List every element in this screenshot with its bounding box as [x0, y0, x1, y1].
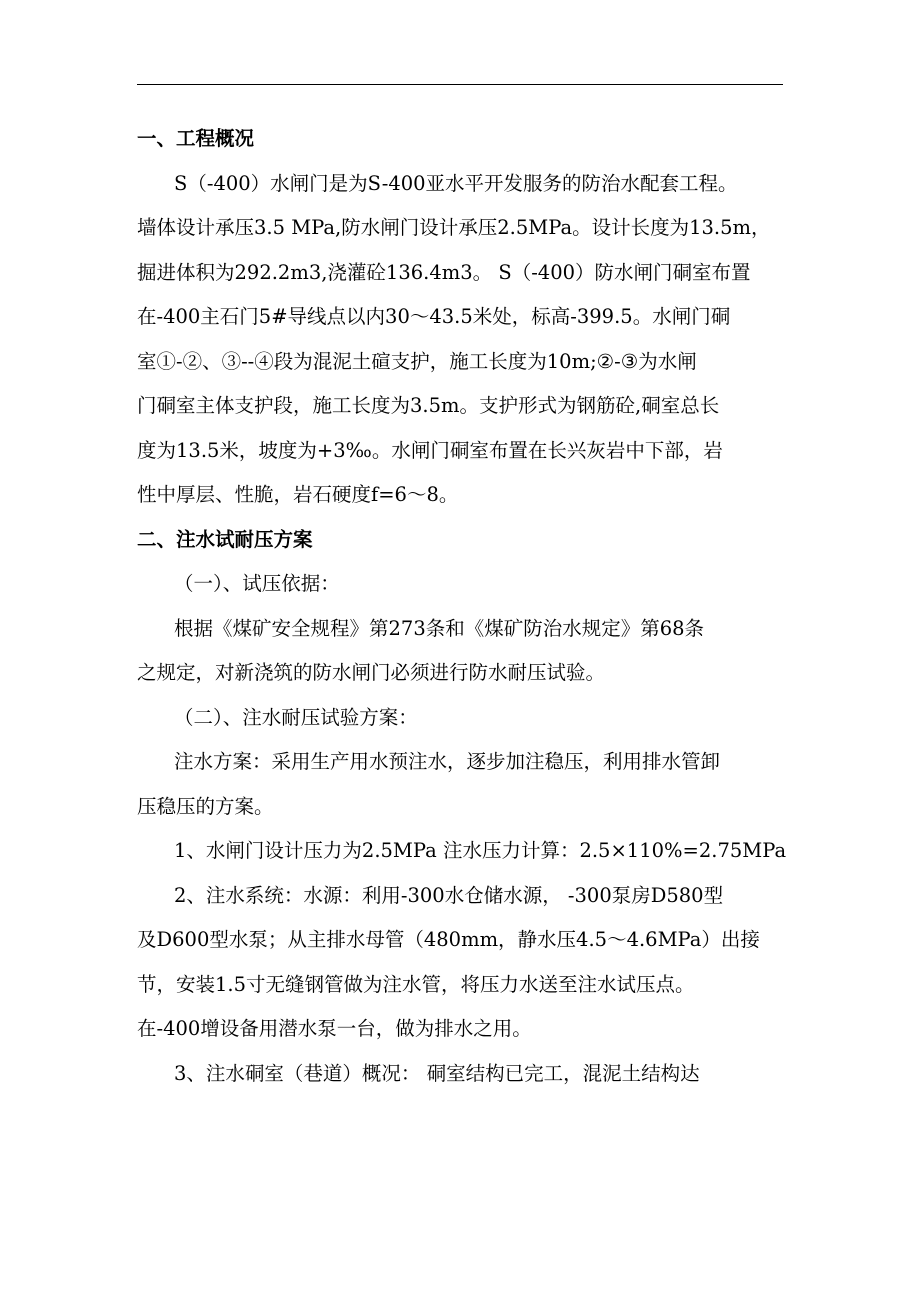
header-rule	[137, 84, 783, 85]
list-item-line: 3、注水硐室（巷道）概况： 硐室结构已完工，混泥土结构达	[174, 1061, 700, 1085]
paragraph-line: 度为13.5米，坡度为+3‰。水闸门硐室布置在长兴灰岩中下部，岩	[137, 438, 723, 462]
subheading-line: （二）、注水耐压试验方案：	[174, 705, 418, 729]
paragraph-line: 之规定，对新浇筑的防水闸门必须进行防水耐压试验。	[137, 661, 606, 684]
paragraph-line: 墙体设计承压3.5 MPa,防水闸门设计承压2.5MPa。设计长度为13.5m，	[137, 216, 771, 239]
paragraph-line: 室①-②、③--④段为混泥土碹支护，施工长度为10m;②-③为水闸	[137, 349, 697, 373]
paragraph-line: 节，安装1.5寸无缝钢管做为注水管，将压力水送至注水试压点。	[137, 972, 695, 996]
paragraph-line: 及D600型水泵；从主排水母管（480mm，静水压4.5～4.6MPa）出接	[137, 928, 760, 951]
paragraph-line: 性中厚层、性脆，岩石硬度f=6～8。	[137, 483, 459, 506]
paragraph-line: 门硐室主体支护段，施工长度为3.5m。支护形式为钢筋砼,硐室总长	[137, 394, 720, 417]
document-body	[137, 117, 787, 1096]
paragraph-line: 在-400增设备用潜水泵一台，做为排水之用。	[137, 1017, 532, 1040]
section-heading-2: 二、注水试耐压方案	[137, 527, 313, 551]
paragraph-line: 掘进体积为292.2m3,浇灌砼136.4m3。 S（-400）防水闸门硐室布置	[137, 260, 751, 284]
list-item-line: 2、注水系统：水源：利用-300水仓储水源， -300泵房D580型	[174, 883, 724, 907]
paragraph-line: 根据《煤矿安全规程》第273条和《煤矿防治水规定》第68条	[174, 616, 705, 640]
paragraph-line: 注水方案：采用生产用水预注水，逐步加注稳压，利用排水管卸	[174, 750, 721, 773]
paragraph-line: 压稳压的方案。	[137, 794, 274, 818]
list-item-line: 1、水闸门设计压力为2.5MPa 注水压力计算：2.5×110%=2.75MPa	[174, 839, 787, 862]
subheading-line: （一）、试压依据：	[174, 572, 340, 595]
paragraph-line: S（-400）水闸门是为S-400亚水平开发服务的防治水配套工程。	[174, 171, 738, 195]
paragraph-line: 在-400主石门5#导线点以内30～43.5米处，标高-399.5。水闸门硐	[137, 305, 731, 328]
section-heading-1: 一、工程概况	[137, 127, 255, 150]
